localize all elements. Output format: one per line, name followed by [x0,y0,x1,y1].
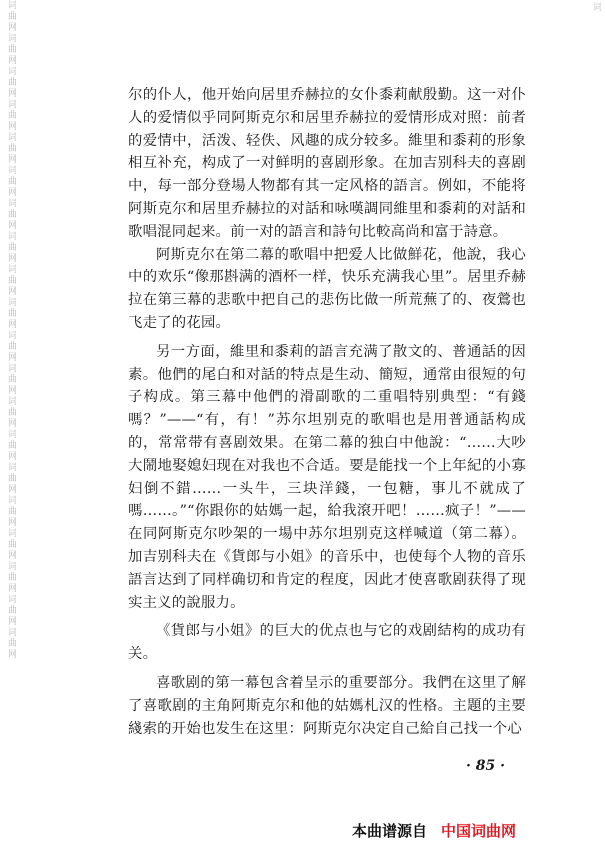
paragraph-continuation: 尔的仆人，他开始向居里乔赫拉的女仆黍莉献殷勤。这一对仆人的爱情似乎同阿斯克尔和居里乔赫拉的爱情形成对照：前者的爱情中，活泼、轻佚、风趣的成分较多。維里和黍莉的形象相互补充，构成了一对鲜明的喜剧形象。在加吉别科夫的喜剧中，每一部分登場人物都有其一定风格的語言。例如，不能将阿斯克尔和居里乔赫拉的对話和咏嘆調同維里和黍莉的对話和歌唱混同起来。前一对的語言和詩句比較高尚和富于詩意。 [128,87,526,240]
paragraph-askar-song: 阿斯克尔在第二幕的歌唱中把爱人比做鮮花，他說，我心中的欢乐“像那斟满的酒杯一样，快乐充满我心里”。居里乔赫拉在第三幕的悲歌中把自己的悲伤比做一所荒蕪了的、夜鶯也飞走了的花园。 [128,246,526,331]
paragraph-first-act: 喜歌剧的第一幕包含着呈示的重要部分。我們在这里了解了喜歌剧的主角阿斯克尔和他的姑媽札汉的性格。主題的主要綫索的开始也发生在这里：阿斯克尔决定自己給自己找一个心 [128,674,526,737]
paragraph-structure: 《貨郎与小姐》的巨大的优点也与它的戏剧結构的成功有关。 [128,623,526,663]
footer-prefix: 本曲谱源自 [352,822,428,840]
footer-site-name[interactable]: 中国词曲网 [441,822,517,840]
edge-watermark-right: 词 [591,2,601,13]
page-number: · 85 · [466,758,505,774]
source-footer [352,820,516,841]
paragraph-vali-language: 另一方面，維里和黍莉的語言充满了散文的、普通話的因素。他們的尾白和对話的特点是生动、簡短，通常由很短的句子构成。第三幕中他們的滑副歌的二重唱特别典型：“有錢嗎？”——“有，有！”苏尔坦别克的歌唱也是用普通話构成的，常常带有喜剧效果。在第二幕的独白中他說：“……大吵大鬧地娶媳妇现在对我也不合适。要是能找一个上年紀的小寡妇倒不錯……一头牛，三块洋錢，一包糖，事儿不就成了嗎……。”“你跟你的姑媽一起，給我滾开吧！……疯子！”——在同阿斯克尔吵架的一場中苏尔坦别克这样喊道（第二幕）。加吉别科夫在《貨郎与小姐》的音乐中，也使每个人物的音乐語言达到了同样确切和肯定的程度，因此才使喜歌剧获得了现实主义的說服力。 [128,343,526,611]
edge-watermark-left: 词曲网词曲网词曲网词曲网词曲网词曲网词曲网词曲网词曲网词曲网词曲网词曲网词曲网词曲网词曲网词曲网词曲网词曲网词曲网词曲网 [6,0,16,660]
page-body-text [128,84,526,740]
